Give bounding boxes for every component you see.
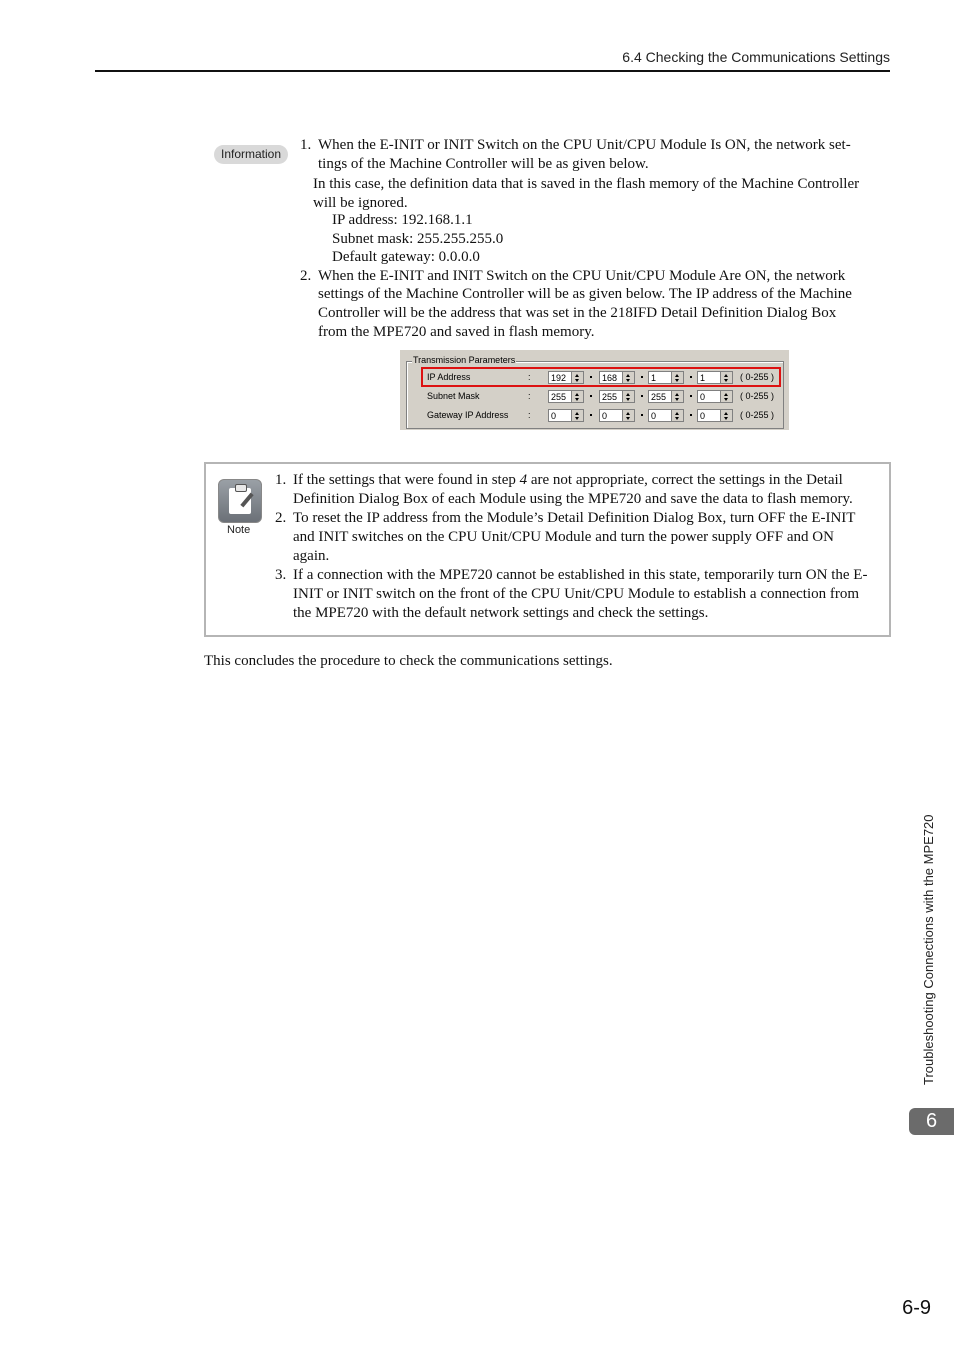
information-badge: Information [214, 145, 288, 164]
gateway-row [400, 408, 789, 424]
spin-arrows-icon[interactable] [571, 410, 583, 421]
header-rule [95, 70, 890, 72]
note-item-2-number: 2. [275, 510, 287, 526]
info-item-2-line-1: When the E-INIT and INIT Switch on the CPU Unit/CPU Module Are ON, the network [318, 268, 846, 284]
info-item-2-line-2: settings of the Machine Controller will be as given below. The IP address of the Machine [318, 286, 852, 302]
info-item-1-sub-line-1: In this case, the definition data that is saved in the flash memory of the Machine Controller [313, 176, 860, 192]
note-item-2-line-3: again. [293, 548, 330, 564]
mask-octet-2-input[interactable]: 255 [599, 390, 635, 403]
spin-arrows-icon[interactable] [671, 391, 683, 402]
mask-octet-3-input[interactable]: 255 [648, 390, 684, 403]
default-gateway-text: Default gateway: 0.0.0.0 [332, 249, 480, 265]
gw-octet-2-input[interactable]: 0 [599, 409, 635, 422]
group-title: Transmission Parameters [413, 355, 516, 365]
spin-arrows-icon[interactable] [571, 391, 583, 402]
info-item-1-line-1: When the E-INIT or INIT Switch on the CPU Unit/CPU Module Is ON, the network set- [318, 137, 851, 153]
info-item-1-line-2: tings of the Machine Controller will be as given below. [318, 156, 649, 172]
spin-arrows-icon[interactable] [671, 410, 683, 421]
spin-arrows-icon[interactable] [622, 410, 634, 421]
subnet-mask-text: Subnet mask: 255.255.255.0 [332, 231, 504, 247]
gw-octet-3-input[interactable]: 0 [648, 409, 684, 422]
note-item-1-line-1: If the settings that were found in step 4 are not appropriate, correct the settings in the Detail [293, 472, 843, 488]
range-hint: ( 0-255 ) [740, 410, 775, 420]
ip-address-text: IP address: 192.168.1.1 [332, 212, 473, 228]
section-title: 6.4 Checking the Communications Settings [622, 49, 890, 65]
note-item-3-number: 3. [275, 567, 287, 583]
colon: : [528, 372, 531, 382]
ip-octet-2-input[interactable]: 168 [599, 371, 635, 384]
colon: : [528, 410, 531, 420]
chapter-side-title: Troubleshooting Connections with the MPE720 [921, 814, 936, 1085]
transmission-parameters-screenshot [400, 350, 789, 430]
chapter-number-tab: 6 [909, 1108, 954, 1135]
note-item-2-line-1: To reset the IP address from the Module’s Detail Definition Dialog Box, turn OFF the E-INIT [293, 510, 856, 526]
info-item-1-sub-line-2: will be ignored. [313, 195, 408, 211]
mask-octet-4-input[interactable]: 0 [697, 390, 733, 403]
subnet-mask-label: Subnet Mask [427, 391, 480, 401]
colon: : [528, 391, 531, 401]
note-item-1-line-2: Definition Dialog Box of each Module using the MPE720 and save the data to flash memory. [293, 491, 853, 507]
note-icon [218, 479, 262, 523]
info-item-2-number: 2. [300, 268, 312, 284]
page-number: 6-9 [902, 1297, 931, 1319]
conclusion-text: This concludes the procedure to check the communications settings. [204, 653, 613, 669]
ip-address-label: IP Address [427, 372, 471, 382]
note-item-3-line-2: INIT or INIT switch on the front of the CPU Unit/CPU Module to establish a connection from [293, 586, 860, 602]
ip-address-highlight [421, 367, 781, 387]
info-item-1-number: 1. [300, 137, 312, 153]
info-item-2-line-3: Controller will be the address that was set in the 218IFD Detail Definition Dialog Box [318, 305, 837, 321]
ip-octet-3-input[interactable]: 1 [648, 371, 684, 384]
gw-octet-4-input[interactable]: 0 [697, 409, 733, 422]
range-hint: ( 0-255 ) [740, 391, 775, 401]
ip-octet-4-input[interactable]: 1 [697, 371, 733, 384]
spin-arrows-icon[interactable] [720, 410, 732, 421]
note-item-3-line-1: If a connection with the MPE720 cannot be established in this state, temporarily turn ON the E- [293, 567, 868, 583]
subnet-mask-row [400, 389, 789, 405]
info-item-2-line-4: from the MPE720 and saved in flash memory. [318, 324, 595, 340]
ip-octet-1-input[interactable]: 192 [548, 371, 584, 384]
spin-arrows-icon[interactable] [622, 391, 634, 402]
mask-octet-1-input[interactable]: 255 [548, 390, 584, 403]
gateway-label: Gateway IP Address [427, 410, 509, 420]
spin-arrows-icon[interactable] [720, 391, 732, 402]
range-hint: ( 0-255 ) [740, 372, 775, 382]
gw-octet-1-input[interactable]: 0 [548, 409, 584, 422]
note-item-3-line-3: the MPE720 with the default network settings and check the settings. [293, 605, 709, 621]
step-reference: 4 [519, 472, 528, 488]
note-item-2-line-2: and INIT switches on the CPU Unit/CPU Module and turn the power supply OFF and ON [293, 529, 834, 545]
note-label: Note [227, 524, 251, 536]
note-item-1-number: 1. [275, 472, 287, 488]
